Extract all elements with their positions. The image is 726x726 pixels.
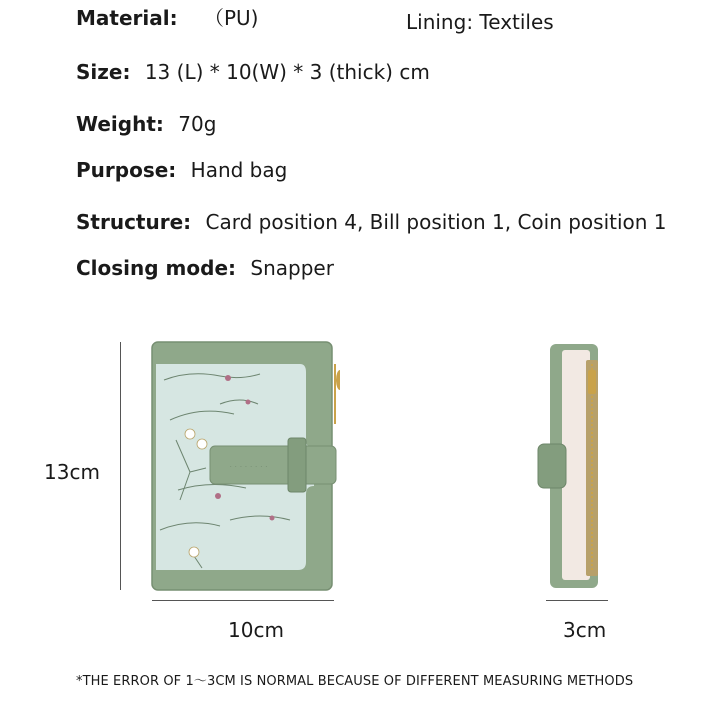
- spec-value: 70g: [178, 112, 217, 136]
- spec-label: Structure: [76, 210, 184, 234]
- spec-size: Size: 13 (L) * 10(W) * 3 (thick) cm: [76, 60, 430, 84]
- spec-label: Purpose: [76, 158, 169, 182]
- width-dimension-line: [152, 600, 334, 601]
- spec-purpose: Purpose: Hand bag: [76, 158, 288, 182]
- spec-material: Material: （PU): [76, 6, 259, 30]
- width-label: 10cm: [228, 618, 284, 642]
- spec-label: Weight: [76, 112, 156, 136]
- wallet-front-image: [150, 340, 340, 592]
- spec-label: Lining: [406, 10, 467, 34]
- spec-label: Size: [76, 60, 123, 84]
- spec-value: Textiles: [479, 10, 554, 34]
- height-dimension-line: [120, 342, 121, 590]
- spec-closing: Closing mode: Snapper: [76, 256, 334, 280]
- spec-label: Material: [76, 6, 170, 30]
- spec-label: Closing mode: [76, 256, 229, 280]
- wallet-side-image: [536, 340, 610, 592]
- spec-lining: Lining: Textiles: [406, 10, 554, 34]
- height-label: 13cm: [44, 460, 100, 484]
- spec-value: （PU): [203, 6, 259, 30]
- thickness-label: 3cm: [563, 618, 607, 642]
- spec-value: 13 (L) * 10(W) * 3 (thick) cm: [144, 60, 430, 84]
- measurement-note: *THE ERROR OF 1～3CM IS NORMAL BECAUSE OF DIFFERENT MEASURING METHODS: [76, 674, 634, 689]
- spec-structure: Structure: Card position 4, Bill position 1, Coin position 1: [76, 210, 667, 234]
- thickness-dimension-line: [546, 600, 608, 601]
- spec-value: Snapper: [250, 256, 334, 280]
- svg-text:· · · · · · · ·: · · · · · · · ·: [230, 464, 269, 470]
- spec-value: Card position 4, Bill position 1, Coin position 1: [205, 210, 667, 234]
- spec-weight: Weight: 70g: [76, 112, 217, 136]
- spec-value: Hand bag: [190, 158, 288, 182]
